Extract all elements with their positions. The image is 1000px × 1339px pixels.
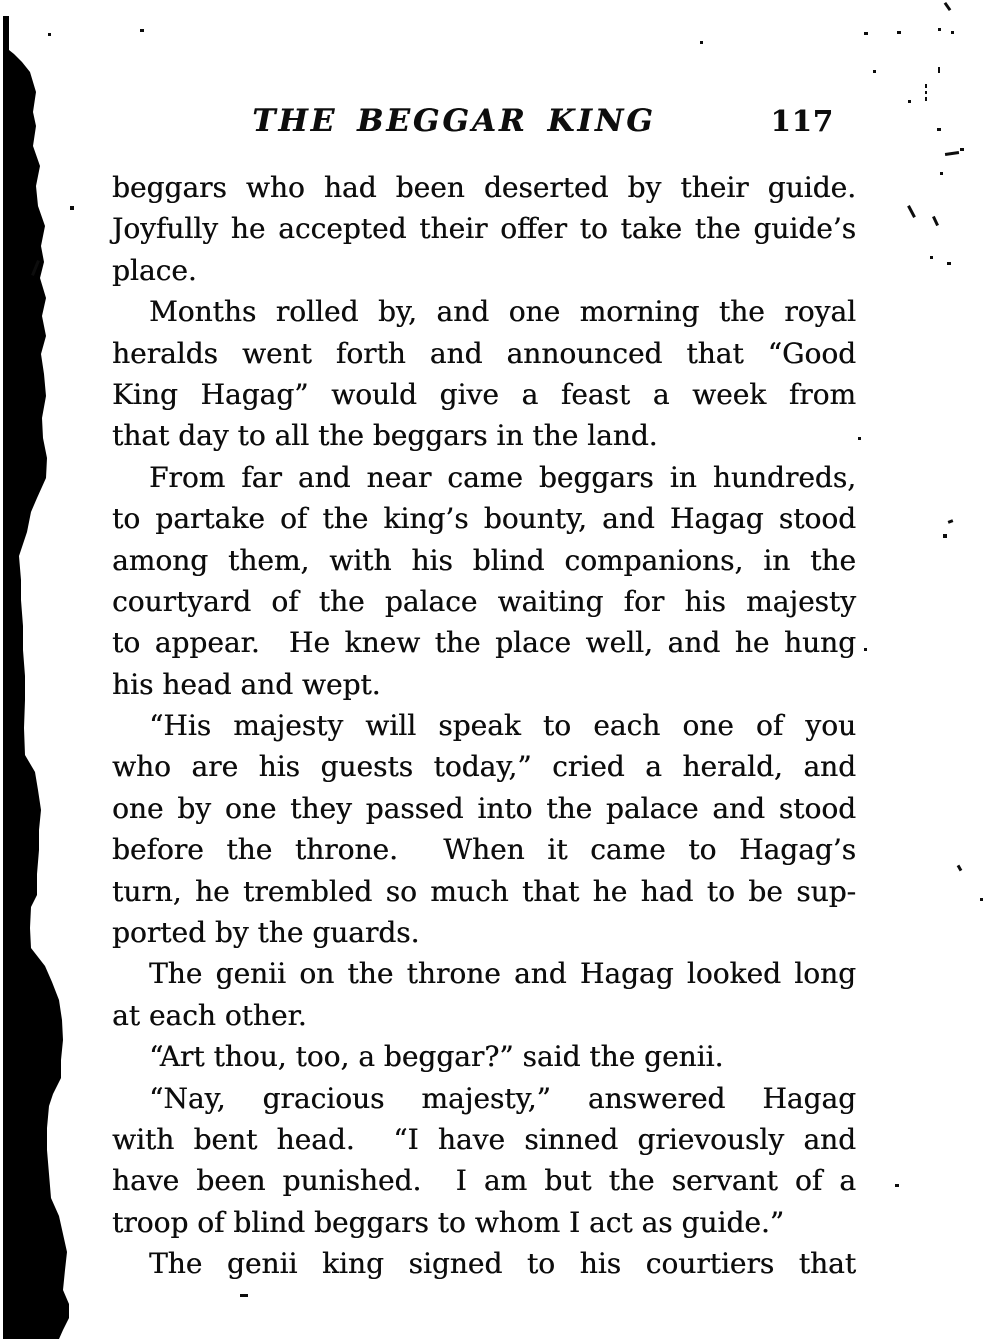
scan-speck [938,67,940,73]
scan-speck [938,28,941,31]
scan-speck [932,216,939,226]
scan-speck [925,91,927,94]
text-line: troop of blind beggars to whom I act as guide.” [112,1205,785,1239]
text-line: that day to all the beggars in the land. [112,419,658,453]
text-line: Joyfully he accepted their offer to take the guide’s [112,212,856,246]
paragraph [112,953,856,1036]
text-line: “Art thou, too, a beggar?” said the genii. [149,1040,724,1074]
paragraph [112,457,856,705]
scan-speck [940,172,943,175]
page-number: 117 [770,104,834,138]
text-line: place. [112,253,197,287]
text-line: who are his guests today,” cried a herald, and [112,750,856,784]
scan-speck [925,84,927,88]
text-line: The genii on the throne and Hagag looked long [149,957,856,991]
page-header [112,103,856,145]
scan-speck [947,262,951,265]
binding-shadow-artifact [0,0,90,1339]
scan-speck [908,100,911,103]
scan-speck [48,33,51,36]
text-line: Months rolled by, and one morning the royal [149,295,856,329]
text-line: among them, with his blind companions, in the [112,543,856,577]
scan-speck [951,31,954,34]
text-line: to partake of the king’s bounty, and Hagag stood [112,502,856,536]
scan-speck [925,97,927,101]
text-line: at each other. [112,998,307,1032]
paragraph [112,1036,856,1077]
scan-speck [980,898,983,901]
paragraph [112,291,856,457]
scan-speck [944,2,952,11]
scan-speck [700,41,703,44]
scan-speck [897,31,901,34]
paragraph [112,167,856,291]
text-line: heralds went forth and announced that “Good [112,336,856,370]
scan-speck [140,29,144,32]
running-title: THE BEGGAR KING [252,103,656,139]
text-line: beggars who had been deserted by their guide. [112,171,856,204]
scan-speck [864,648,867,651]
text-line: From far and near came beggars in hundreds, [149,460,856,494]
scan-speck [943,534,947,538]
scan-speck [960,148,964,151]
text-line: “Nay, gracious majesty,” answered Hagag [149,1081,856,1115]
text-line: with bent head. “I have sinned grievously and [112,1122,856,1156]
text-line: have been punished. I am but the servant of a [112,1164,856,1198]
scan-speck [937,128,941,131]
text-line: to appear. He knew the place well, and he hung [112,626,856,660]
scan-speck [957,865,963,872]
paragraph [112,1243,856,1284]
text-line: one by one they passed into the palace and stood [112,791,856,825]
text-line: turn, he trembled so much that he had to be sup- [112,874,856,908]
text-line: The genii king signed to his courtiers that [149,1247,856,1281]
scan-speck [70,206,74,210]
paragraph [112,1078,856,1244]
text-line: his head and wept. [112,667,381,701]
text-line: courtyard of the palace waiting for his majesty [112,584,856,618]
scan-speck [907,205,916,218]
text-line: “His majesty will speak to each one of you [149,709,856,743]
scan-speck [930,256,933,259]
text-block [112,167,856,1285]
text-line: King Hagag” would give a feast a week from [112,377,856,411]
scan-speck [948,519,954,524]
text-line: before the throne. When it came to Hagag’s [112,833,856,867]
scan-speck [240,1294,248,1297]
scan-speck [858,437,861,440]
scan-speck [945,151,959,156]
text-line: ported by the guards. [112,916,420,950]
paragraph [112,705,856,953]
scan-speck [873,70,876,73]
scan-speck [895,1184,899,1187]
scan-speck [864,32,868,35]
